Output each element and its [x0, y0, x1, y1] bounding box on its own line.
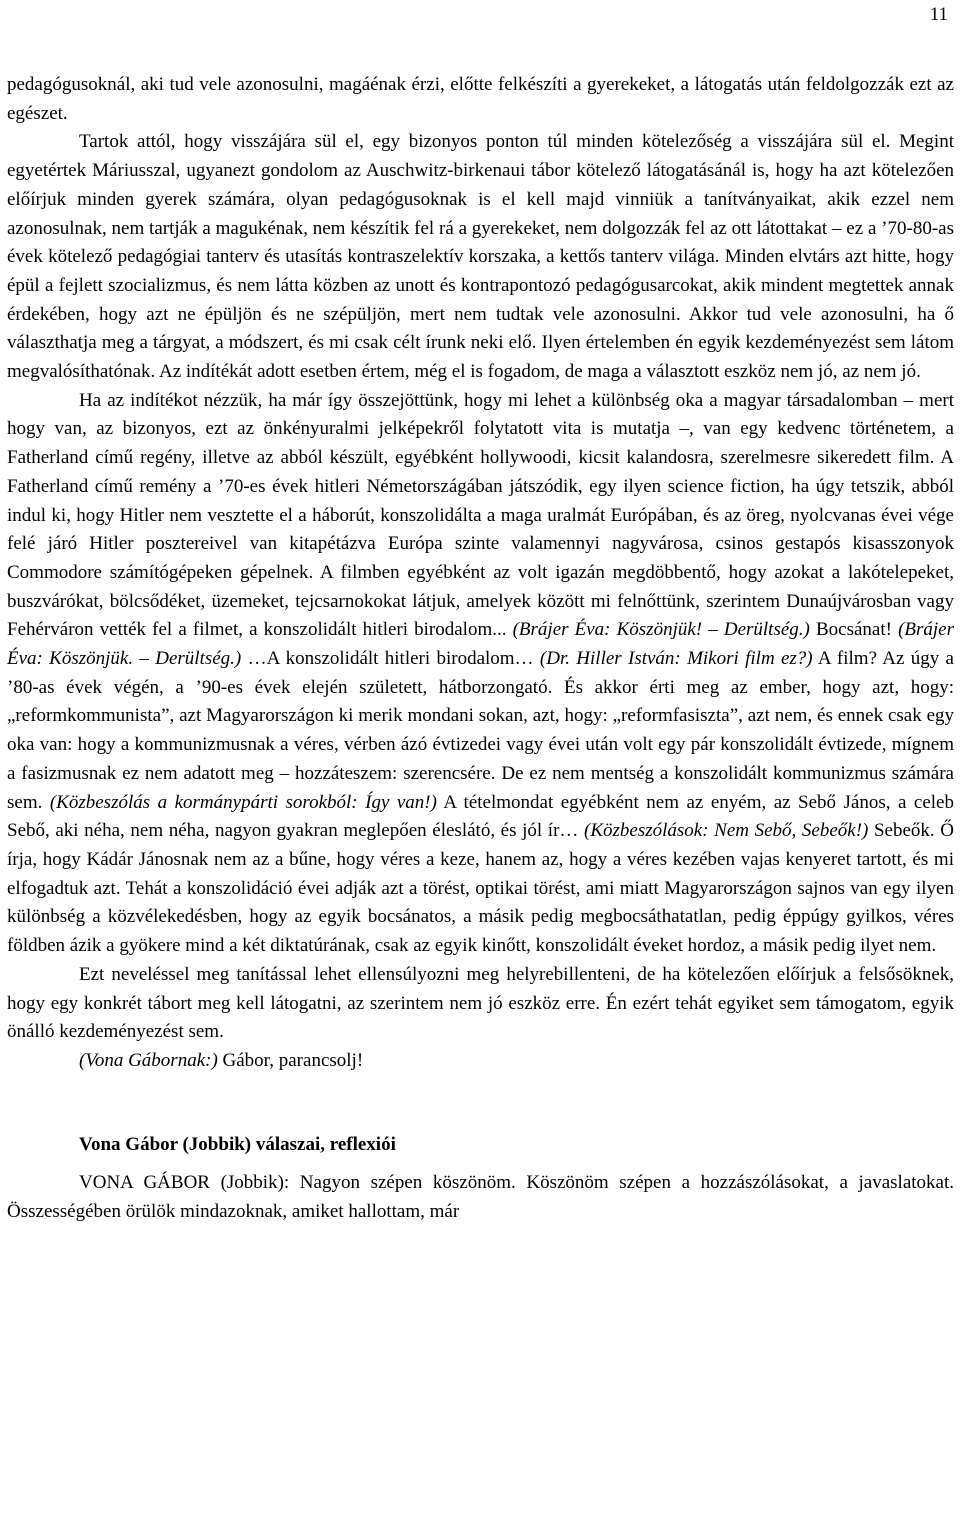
paragraph-5	[7, 1047, 954, 1076]
italic-interjection: (Vona Gábornak:)	[79, 1049, 218, 1071]
section-spacer	[7, 1076, 954, 1131]
text-run: …A konszolidált hitleri birodalom…	[241, 648, 540, 670]
text-run: A tételmondat egyébként nem az enyém, az Sebő János, a celeb Sebő, aki néha, nem néha, nagyon gyakran meglepően éleslátó, és jól ír…	[7, 791, 954, 842]
document-body	[7, 71, 954, 1227]
text-run: Ezt neveléssel meg tanítással lehet ellensúlyozni meg helyrebillenteni, de ha kötelezően előírjuk a felsősöknek, hogy egy konkrét tábort meg kell látogatni, az szerintem nem jó eszköz erre. Én ezért tehát egyiket sem támogatom, egyik önálló kezdeményezést sem.	[7, 963, 954, 1043]
heading-gap	[7, 1159, 954, 1169]
paragraph-4	[7, 961, 954, 1047]
section-heading: Vona Gábor (Jobbik) válaszai, reflexiói	[79, 1133, 396, 1155]
text-run: Gábor, parancsolj!	[217, 1049, 364, 1071]
italic-interjection: (Brájer Éva: Köszönjük. – Derültség.)	[7, 619, 954, 670]
italic-interjection: (Közbeszólások: Nem Sebő, Sebeők!)	[584, 820, 869, 842]
closing-paragraph: VONA GÁBOR (Jobbik): Nagyon szépen köszönöm. Köszönöm szépen a hozzászólásokat, a javaslatokat. Összességében örülök mindazoknak, amiket hallottam, már	[7, 1172, 954, 1223]
text-run: pedagógusoknál, aki tud vele azonosulni, magáénak érzi, előtte felkészíti a gyerekeket, a látogatás után feldolgozzák ezt az egészet.	[7, 74, 954, 124]
text-run: Ha az indítékot nézzük, ha már így összejöttünk, hogy mi lehet a különbség oka a magyar társadalomban – mert hogy van, az bizonyos, ezt az önkényuralmi jelképekről folytatott vita is mutatja –, van egy kedvenc történetem, a Fatherland című regény, illetve az abból készült, egyébként hollywoodi, kicsit kalandosra, szerelmesre sikeredett film. A Fatherland című remény a ’70-es évek hitleri Németországában játszódik, egy ilyen science fiction, ha úgy tetszik, abból indul ki, hogy Hitler nem vesztette el a háborút, konszolidálta a maga uralmát Európában, és az öreg, nyolcvanas évei vége felé járó Hitler posztereivel van kitapétázva Európa szinte valamennyi nagyvárosa, csinos gestapós kisasszonyok Commodore számítógépeken gépelnek. A filmben egyébként az volt igazán megdöbbentő, hogy azokat a lakótelepeket, buszvárókat, bölcsődéket, üzemeket, tejcsarnokokat látjuk, amelyek között mi felnőttünk, szerintem Dunaújvárosban vagy Fehérváron vették fel a filmet, a konszolidált hitleri birodalom...	[7, 389, 954, 641]
paragraph-2	[7, 128, 954, 386]
paragraph-3	[7, 387, 954, 961]
italic-interjection: (Brájer Éva: Köszönjük! – Derültség.)	[512, 619, 810, 641]
text-run: Tartok attól, hogy visszájára sül el, egy bizonyos ponton túl minden kötelezőség a visszájára sül el. Megint egyetértek Máriusszal, ugyanezt gondolom az Auschwitz-birkenaui tábor kötelező látogatásánál is, hogy ha azt kötelezően előírjuk minden gyerek számára, olyan pedagógusoknak is el kell majd vinniük a tanítványaikat, akik ezzel nem azonosulnak, nem tartják a magukénak, nem készítik fel rá a gyerekeket, nem dolgozzák fel az ott látottakat – ez a ’70-80-as évek kötelező pedagógiai tanterv és utasítás kontraszelektív korszaka, a kettős tanterv világa. Minden elvtárs azt hitte, hogy épül a fejlett szocializmus, és nem látta közben az unott és kontrapontozó pedagógusarcokat, akik mindent megtettek annak érdekében, hogy azt ne épüljön és ne szépüljön, mert nem tudtak vele azonosulni. Akkor tud vele azonosulni, ha ő választhatja meg a tárgyat, a módszert, és mi csak célt írunk neki elő. Ilyen értelemben én egyik kezdeményezést sem látom megvalósíthatónak. Az indítékát adott esetben értem, még el is fogadom, de maga a választott eszköz nem jó, az nem jó.	[7, 131, 954, 383]
text-run: Bocsánat!	[809, 619, 899, 641]
text-run: Sebeők. Ő írja, hogy Kádár Jánosnak nem az a bűne, hogy véres a keze, hanem az, hogy a véres kezében vajas kenyeret tartott, és mi elfogadtuk azt. Tehát a konszolidáció évei adják azt a törést, optikai törést, ami miatt Magyarországon sajnos van egy ilyen különbség a közvélekedésben, hogy az egyik bocsánatos, a másik pedig megbocsáthatatlan, pedig éppúgy gyilkos, véres földben ázik a gyökere mind a két diktatúrának, csak az egyik kinőtt, konszolidált éveket hordoz, a másik pedig ilyet nem.	[7, 820, 955, 957]
italic-interjection: (Közbeszólás a kormánypárti sorokból: Így van!)	[49, 791, 437, 813]
page-number: 11	[929, 4, 948, 25]
paragraph-1	[7, 71, 954, 128]
text-run: A film? Az úgy a ’80-as évek végén, a ’90-es évek elején született, hátborzongató. És akkor érti meg az ember, hogy azt, hogy: „reformkommunista”, azt Magyarországon ki merik mondani sokan, azt, hogy: „reformfasiszta”, azt nem, és ennek csak egy oka van: hogy a kommunizmusnak a véres, vérben ázó évtizedei vagy évei után volt egy pár konszolidált évtizede, mígnem a fasizmusnak ez nem adatott meg – hozzáteszem: szerencsére. De ez nem mentség a konszolidált kommunizmus számára sem.	[7, 648, 954, 813]
italic-interjection: (Dr. Hiller István: Mikori film ez?)	[539, 648, 813, 670]
